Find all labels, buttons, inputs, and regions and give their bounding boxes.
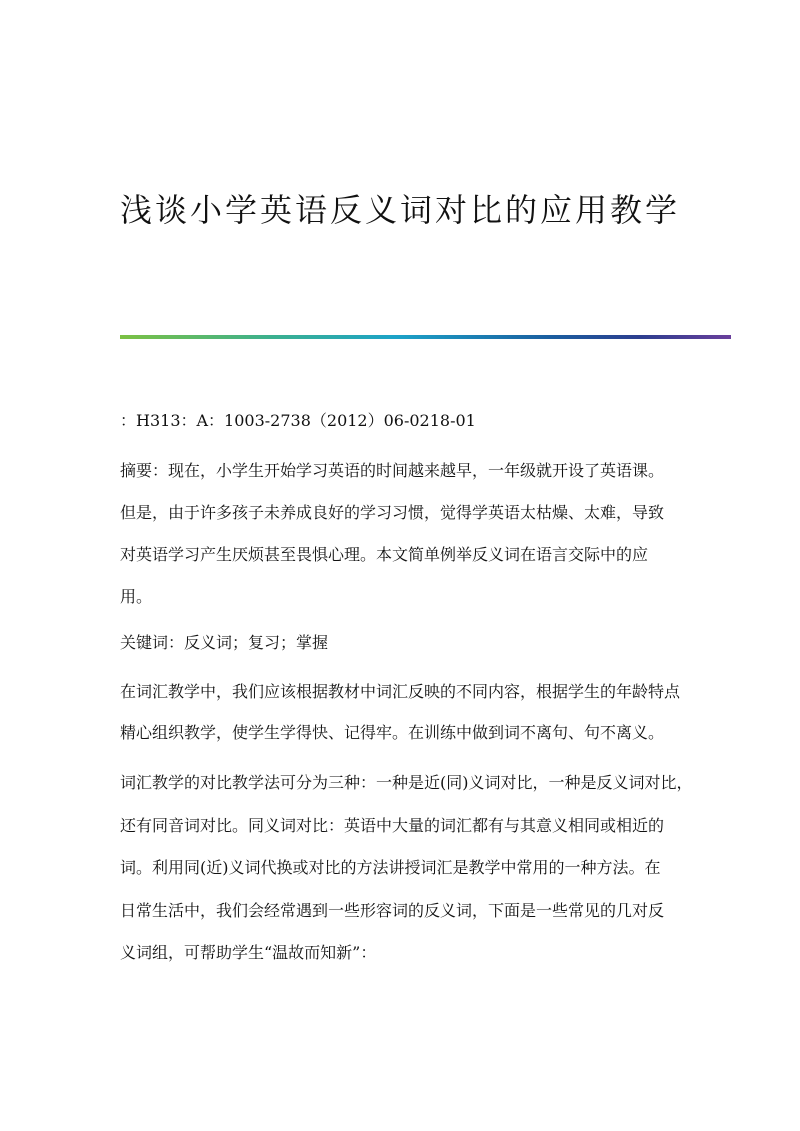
gradient-divider	[120, 335, 731, 339]
document-title: 浅谈小学英语反义词对比的应用教学	[119, 191, 680, 229]
paragraph1-line-1: 在词汇教学中，我们应该根据教材中词汇反映的不同内容，根据学生的年龄特点	[120, 682, 681, 701]
abstract-line-3: 对英语学习产生厌烦甚至畏惧心理。本文简单例举反义词在语言交际中的应	[120, 545, 649, 564]
paragraph2-line-5: 义词组，可帮助学生“温故而知新”：	[120, 943, 377, 962]
paragraph2-line-1: 词汇教学的对比教学法可分为三种：一种是近(同)义词对比，一种是反义词对比，	[120, 773, 693, 792]
paragraph1-line-2: 精心组织教学，使学生学得快、记得牢。在训练中做到词不离句、句不离义。	[120, 723, 665, 742]
abstract-line-4: 用。	[120, 587, 153, 606]
keywords-line: 关键词：反义词；复习；掌握	[120, 633, 329, 652]
abstract-line-1: 摘要：现在，小学生开始学习英语的时间越来越早，一年级就开设了英语课。	[120, 461, 665, 480]
paragraph2-line-2: 还有同音词对比。同义词对比：英语中大量的词汇都有与其意义相同或相近的	[120, 816, 665, 835]
abstract-line-2: 但是，由于许多孩子未养成良好的学习习惯，觉得学英语太枯燥、太难，导致	[120, 503, 665, 522]
classification-line: ：H313：A：1003-2738（2012）06-0218-01	[120, 411, 476, 430]
paragraph2-line-4: 日常生活中，我们会经常遇到一些形容词的反义词，下面是一些常见的几对反	[120, 901, 665, 920]
paragraph2-line-3: 词。利用同(近)义词代换或对比的方法讲授词汇是教学中常用的一种方法。在	[120, 858, 661, 877]
